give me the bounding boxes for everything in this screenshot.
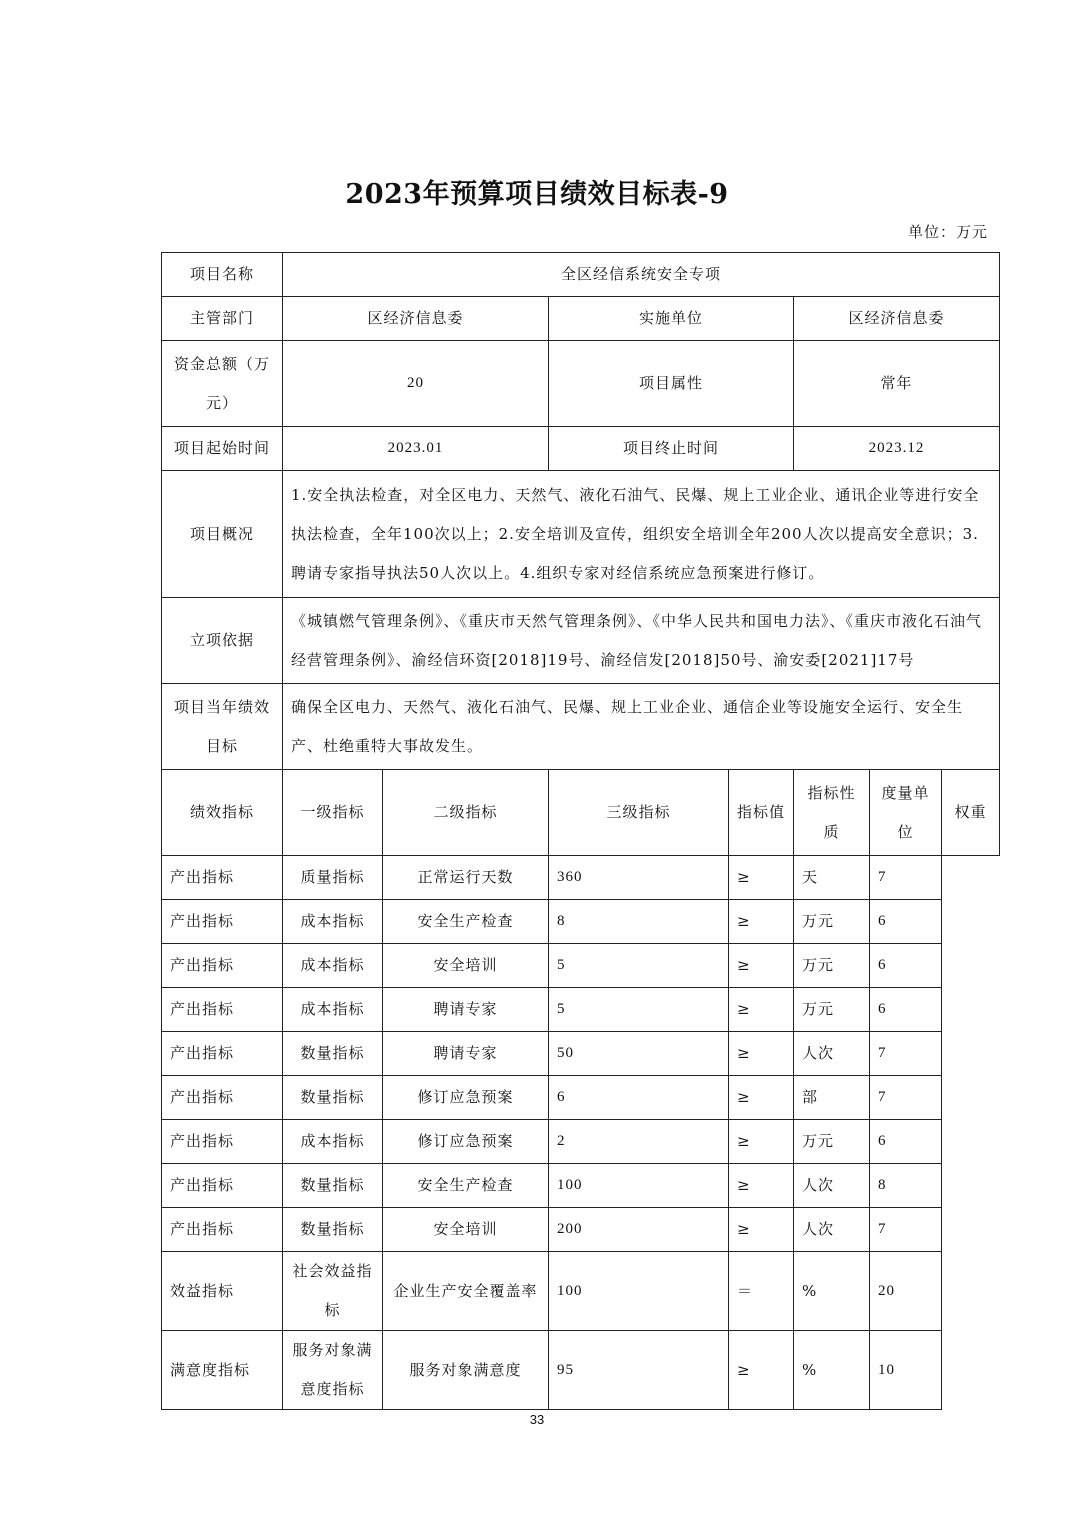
indicator-level1: 产出指标 [162, 1076, 283, 1120]
table-row [162, 1120, 1000, 1164]
indicator-level3: 安全培训 [383, 944, 549, 988]
indicator-nature: ≥ [729, 1032, 794, 1076]
indicator-level3: 聘请专家 [383, 1032, 549, 1076]
indicator-weight: 7 [870, 856, 942, 900]
header-nature: 指标性质 [794, 770, 870, 856]
indicator-unit: 万元 [794, 1120, 870, 1164]
indicator-level2: 成本指标 [283, 988, 383, 1032]
indicator-value: 6 [549, 1076, 729, 1120]
header-level3: 三级指标 [549, 770, 729, 856]
table-row [162, 1252, 1000, 1331]
indicator-level1: 产出指标 [162, 1164, 283, 1208]
indicator-nature: ≥ [729, 1120, 794, 1164]
indicator-weight: 7 [870, 1208, 942, 1252]
start-label: 项目起始时间 [162, 427, 283, 471]
indicator-level3: 修订应急预案 [383, 1120, 549, 1164]
indicator-nature: ≥ [729, 988, 794, 1032]
indicator-value: 100 [549, 1252, 729, 1331]
indicator-level2: 成本指标 [283, 900, 383, 944]
end-value: 2023.12 [794, 427, 1000, 471]
dept-label: 主管部门 [162, 297, 283, 341]
indicator-level1: 产出指标 [162, 944, 283, 988]
table-row [162, 856, 1000, 900]
basis-row [162, 598, 1000, 684]
indicator-unit: 人次 [794, 1164, 870, 1208]
impl-label: 实施单位 [549, 297, 794, 341]
indicator-level3: 修订应急预案 [383, 1076, 549, 1120]
indicator-value: 360 [549, 856, 729, 900]
dept-value: 区经济信息委 [283, 297, 549, 341]
indicator-level2: 成本指标 [283, 944, 383, 988]
indicator-value: 200 [549, 1208, 729, 1252]
table-row [162, 1076, 1000, 1120]
indicator-level2: 数量指标 [283, 1164, 383, 1208]
indicator-nature: ≥ [729, 856, 794, 900]
indicator-unit: 万元 [794, 988, 870, 1032]
fund-label: 资金总额（万元） [162, 341, 283, 427]
indicator-level1: 产出指标 [162, 1120, 283, 1164]
basis-label: 立项依据 [162, 598, 283, 684]
table-row [162, 1164, 1000, 1208]
indicator-weight: 7 [870, 1032, 942, 1076]
indicator-value: 8 [549, 900, 729, 944]
table-row [162, 944, 1000, 988]
indicator-value: 5 [549, 988, 729, 1032]
indicator-level3: 安全生产检查 [383, 900, 549, 944]
goal-row [162, 684, 1000, 770]
table-row [162, 1208, 1000, 1252]
header-level1: 一级指标 [283, 770, 383, 856]
goal-text: 确保全区电力、天然气、液化石油气、民爆、规上工业企业、通信企业等设施安全运行、安全生产、杜绝重特大事故发生。 [283, 684, 1000, 770]
indicator-header-row [162, 770, 1000, 856]
indicator-weight: 6 [870, 988, 942, 1032]
attr-label: 项目属性 [549, 341, 794, 427]
indicator-level1: 效益指标 [162, 1252, 283, 1331]
indicator-unit: % [794, 1331, 870, 1410]
indicator-level1: 满意度指标 [162, 1331, 283, 1410]
header-unit: 度量单位 [870, 770, 942, 856]
indicator-unit: 天 [794, 856, 870, 900]
overview-row [162, 471, 1000, 598]
indicator-value: 100 [549, 1164, 729, 1208]
header-weight: 权重 [942, 770, 1000, 856]
indicator-level2: 数量指标 [283, 1076, 383, 1120]
indicator-nature: ＝ [729, 1252, 794, 1331]
indicator-nature: ≥ [729, 900, 794, 944]
table-row [162, 988, 1000, 1032]
indicator-level3: 服务对象满意度 [383, 1331, 549, 1410]
project-name-value: 全区经信系统安全专项 [283, 253, 1000, 297]
indicator-level2: 数量指标 [283, 1032, 383, 1076]
goal-label: 项目当年绩效目标 [162, 684, 283, 770]
indicator-weight: 10 [870, 1331, 942, 1410]
table-row [162, 1331, 1000, 1410]
page-title: 2023年预算项目绩效目标表-9 [345, 179, 729, 210]
indicator-weight: 6 [870, 1120, 942, 1164]
indicator-nature: ≥ [729, 1164, 794, 1208]
overview-text: 1.安全执法检查，对全区电力、天然气、液化石油气、民爆、规上工业企业、通讯企业等进行安全执法检查，全年100次以上；2.安全培训及宣传，组织安全培训全年200人次以提高安全意识；3.聘请专家指导执法50人次以上。4.组织专家对经信系统应急预案进行修订。 [283, 471, 1000, 598]
end-label: 项目终止时间 [549, 427, 794, 471]
indicator-level2: 质量指标 [283, 856, 383, 900]
table-row [162, 900, 1000, 944]
dept-row [162, 297, 1000, 341]
indicator-value: 2 [549, 1120, 729, 1164]
indicator-level3: 安全生产检查 [383, 1164, 549, 1208]
indicator-unit: 部 [794, 1076, 870, 1120]
indicator-level1: 产出指标 [162, 856, 283, 900]
indicator-value: 5 [549, 944, 729, 988]
attr-value: 常年 [794, 341, 1000, 427]
indicator-level2: 社会效益指标 [283, 1252, 383, 1331]
overview-label: 项目概况 [162, 471, 283, 598]
impl-value: 区经济信息委 [794, 297, 1000, 341]
time-row [162, 427, 1000, 471]
indicator-unit: 万元 [794, 900, 870, 944]
header-level2: 二级指标 [383, 770, 549, 856]
indicator-unit: 人次 [794, 1032, 870, 1076]
indicator-level2: 成本指标 [283, 1120, 383, 1164]
basis-text: 《城镇燃气管理条例》、《重庆市天然气管理条例》、《中华人民共和国电力法》、《重庆市液化石油气经营管理条例》、渝经信环资[2018]19号、渝经信发[2018]50号、渝安委[2021]17号 [283, 598, 1000, 684]
indicator-nature: ≥ [729, 1208, 794, 1252]
indicator-unit: % [794, 1252, 870, 1331]
indicator-level3: 安全培训 [383, 1208, 549, 1252]
indicator-weight: 6 [870, 900, 942, 944]
table-row [162, 1032, 1000, 1076]
indicator-value: 95 [549, 1331, 729, 1410]
fund-value: 20 [283, 341, 549, 427]
indicator-level1: 产出指标 [162, 1032, 283, 1076]
indicator-level2: 服务对象满意度指标 [283, 1331, 383, 1410]
indicator-unit: 万元 [794, 944, 870, 988]
indicator-value: 50 [549, 1032, 729, 1076]
indicator-level3: 企业生产安全覆盖率 [383, 1252, 549, 1331]
project-name-label: 项目名称 [162, 253, 283, 297]
indicator-level3: 正常运行天数 [383, 856, 549, 900]
page-number: 33 [529, 1412, 545, 1427]
indicator-rows [162, 856, 1000, 1410]
indicator-level2: 数量指标 [283, 1208, 383, 1252]
performance-table [161, 252, 1000, 1410]
indicator-level1: 产出指标 [162, 1208, 283, 1252]
indicator-level1: 产出指标 [162, 900, 283, 944]
start-value: 2023.01 [283, 427, 549, 471]
indicator-nature: ≥ [729, 1331, 794, 1410]
indicator-weight: 8 [870, 1164, 942, 1208]
indicator-weight: 6 [870, 944, 942, 988]
indicator-nature: ≥ [729, 1076, 794, 1120]
fund-row [162, 341, 1000, 427]
indicators-label: 绩效指标 [162, 770, 283, 856]
indicator-weight: 20 [870, 1252, 942, 1331]
indicator-level3: 聘请专家 [383, 988, 549, 1032]
unit-label: 单位：万元 [907, 223, 988, 241]
header-value: 指标值 [729, 770, 794, 856]
indicator-level1: 产出指标 [162, 988, 283, 1032]
indicator-unit: 人次 [794, 1208, 870, 1252]
indicator-nature: ≥ [729, 944, 794, 988]
indicator-weight: 7 [870, 1076, 942, 1120]
project-name-row [162, 253, 1000, 297]
